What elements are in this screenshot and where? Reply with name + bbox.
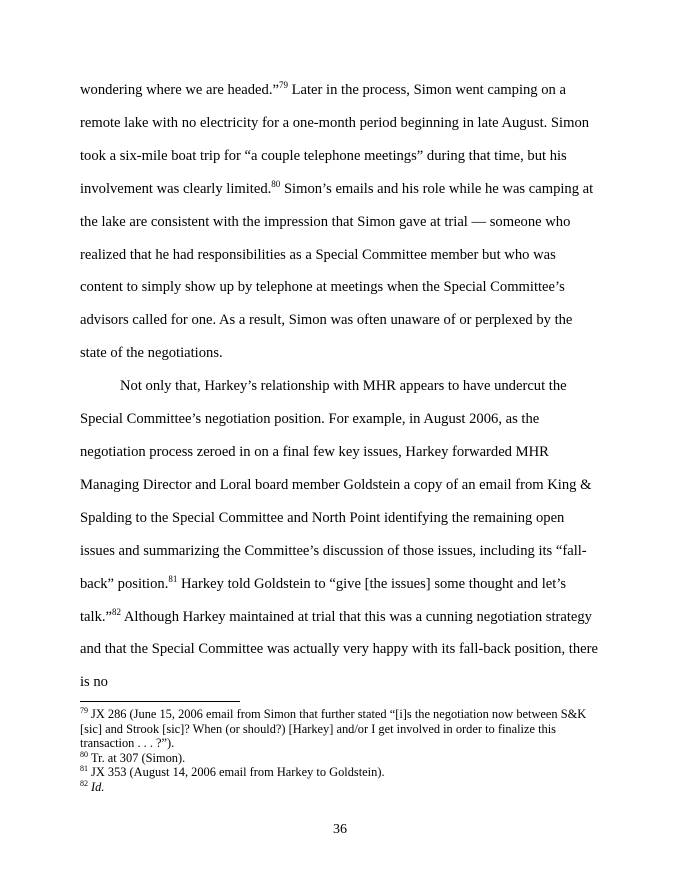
footnote (80, 765, 600, 780)
footnote-text: JX 353 (August 14, 2006 email from Harkey to Goldstein). (91, 765, 385, 780)
footnote-text: Tr. at 307 (Simon). (91, 750, 186, 765)
footnote-number: 81 (80, 764, 88, 774)
footnote (80, 780, 600, 795)
footnote (80, 751, 600, 766)
body-paragraph (80, 370, 600, 699)
page-number: 36 (333, 822, 347, 837)
body-text (80, 74, 600, 699)
footnote-text: JX 286 (June 15, 2006 email from Simon that further stated “[i]s the negotiation now between S&K [sic] and Strook [sic]? When (or should?) [Harkey] and/or I get involved in order to finalize this transaction . . . ?”). (80, 707, 587, 751)
footnotes (80, 707, 600, 795)
footnote-reference: 80 (271, 178, 281, 189)
footnote-reference: 82 (112, 606, 122, 617)
footnote-divider (80, 701, 240, 702)
paragraph-text: Although Harkey maintained at trial that this was a cunning negotiation strategy and that the Special Committee was actually very happy with its fall-back position, there is no (80, 608, 598, 691)
footnote (80, 707, 600, 751)
footnote-number: 82 (80, 778, 88, 788)
footnote-text: Id. (91, 779, 105, 794)
footnote-number: 80 (80, 749, 88, 759)
paragraph-text: Harkey told Goldstein to “give [the issues] some thought and let’s talk.” (80, 575, 567, 625)
paragraph-text: Not only that, Harkey’s relationship with MHR appears to have undercut the Special Committee’s negotiation position. For example, in August 2006, as the negotiation process zeroed in on a final few key issues, Harkey forwarded MHR Managing Director and Loral board member Goldstein a copy of an email from King & Spalding to the Special Committee and North Point identifying the remaining open issues and summarizing the Committee’s discussion of those issues, including its “fall-back” position. (80, 378, 592, 592)
footnote-reference: 81 (168, 573, 178, 584)
body-paragraph (80, 74, 600, 370)
footnote-reference: 79 (278, 80, 288, 91)
paragraph-text: wondering where we are headed.” (80, 82, 279, 98)
paragraph-text: Later in the process, Simon went camping on a remote lake with no electricity for a one-month period beginning in late August. Simon took a six-mile boat trip for “a couple telephone meetings” during that time, but his involvement was clearly limited. (80, 82, 590, 197)
footnote-number: 79 (80, 705, 88, 715)
paragraph-text: Simon’s emails and his role while he was camping at the lake are consistent with the impression that Simon gave at trial — someone who realized that he had responsibilities as a Special Committee member but who was content to simply show up by telephone at meetings when the Special Committee’s advisors called for one. As a result, Simon was often unaware of or perplexed by the state of the negotiations. (80, 180, 594, 362)
